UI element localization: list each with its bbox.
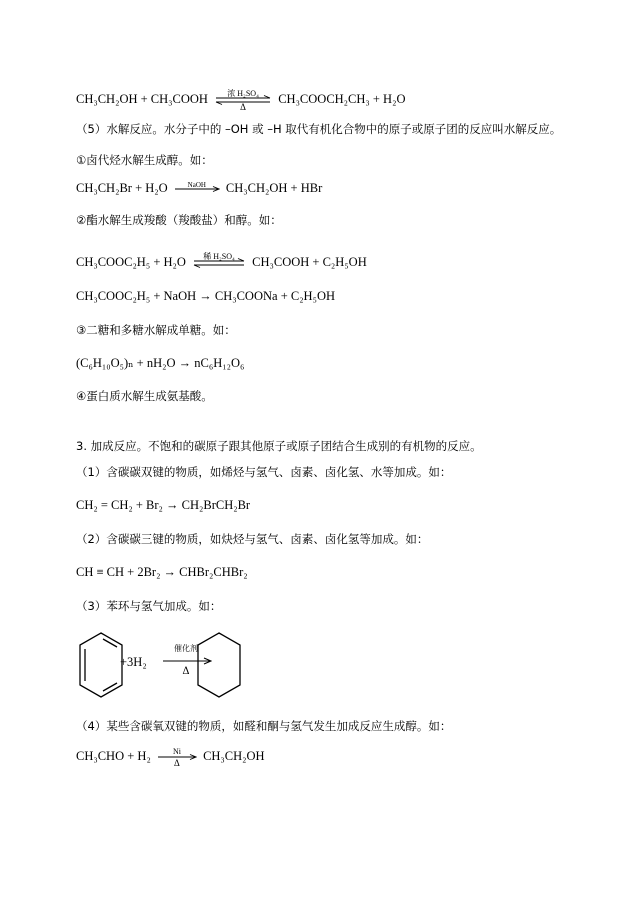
subsection-3-text: （3）苯环与氢气加成。如：: [76, 599, 222, 613]
cyclohexane-ring-icon: [194, 630, 244, 700]
equation-alkyne-addition: CH ≡ CH + 2Br₂ → CHBr₂CHBr₂: [76, 565, 248, 579]
equation-rhs: CH₃CH₂OH: [203, 749, 265, 763]
equation-rhs: CH₃COOCH₂CH₃ + H₂O: [278, 92, 406, 106]
equation-alkene-addition: CH₂ = CH₂ + Br₂ → CH₂BrCH₂Br: [76, 498, 251, 512]
arrow-condition-below: Δ: [240, 102, 246, 113]
item-3-text: ③二糖和多糖水解成单糖。如：: [76, 323, 236, 337]
equation-rhs: CH₃COOH + C₂H₅OH: [252, 255, 367, 269]
arrow-condition-above: Ni: [172, 747, 181, 757]
reagent-hydrogen: +3H₂: [120, 655, 147, 669]
benzene-ring-icon: [76, 630, 126, 700]
item-4-text: ④蛋白质水解生成氨基酸。: [76, 389, 213, 403]
arrow-condition-above: 催化剂: [174, 644, 198, 653]
arrow-condition-above: 稀 H₂SO₄: [203, 252, 235, 262]
subsection-1-text: （1）含碳碳双键的物质，如烯烃与氢气、卤素、卤化氢、水等加成。如：: [76, 465, 452, 479]
reversible-arrow: [214, 89, 272, 113]
equation-aldehyde-hydrogenation: [76, 747, 265, 769]
equation-ester-base-hydrolysis: CH₃COOC₂H₅ + NaOH → CH₃COONa + C₂H₅OH: [76, 289, 335, 303]
equation-lhs: CH₃CHO + H₂: [76, 749, 151, 763]
reversible-arrow: [192, 252, 246, 268]
arrow-condition-above: NaOH: [187, 181, 206, 190]
equation-lhs: CH₃CH₂OH + CH₃COOH: [76, 92, 208, 106]
arrow-condition-below: Δ: [174, 758, 180, 769]
section-5-title: （5）水解反应。水分子中的 –OH 或 –H 取代有机化合物中的原子或原子团的反应叫水解反应。: [76, 122, 562, 136]
arrow-condition-below: Δ: [182, 666, 190, 677]
equation-esterification: [76, 89, 406, 113]
item-2-text: ②酯水解生成羧酸（羧酸盐）和醇。如：: [76, 213, 282, 227]
subsection-4-text: （4）某些含碳氧双键的物质，如醛和酮与氢气发生加成反应生成醇。如：: [76, 719, 452, 733]
equation-ester-acid-hydrolysis: [76, 254, 367, 270]
equation-sugar-hydrolysis: (C₆H₁₀O₅)ₙ + nH₂O → nC₆H₁₂O₆: [76, 356, 245, 370]
item-1-text: ①卤代烃水解生成醇。如：: [76, 153, 213, 167]
arrow: [157, 747, 197, 769]
section-3-title: 3. 加成反应。不饱和的碳原子跟其他原子或原子团结合生成别的有机物的反应。: [76, 439, 482, 453]
equation-lhs: CH₃COOC₂H₅ + H₂O: [76, 255, 186, 269]
benzene-hydrogenation-equation: [76, 628, 256, 702]
subsection-2-text: （2）含碳碳三键的物质，如炔烃与氢气、卤素、卤化氢等加成。如：: [76, 532, 429, 546]
equation-rhs: CH₃CH₂OH + HBr: [225, 181, 323, 195]
arrow-condition-above: 浓 H₂SO₄: [227, 89, 259, 99]
arrow: [174, 181, 220, 193]
equation-halide-hydrolysis: [76, 180, 322, 196]
equation-lhs: CH₃CH₂Br + H₂O: [76, 181, 168, 195]
